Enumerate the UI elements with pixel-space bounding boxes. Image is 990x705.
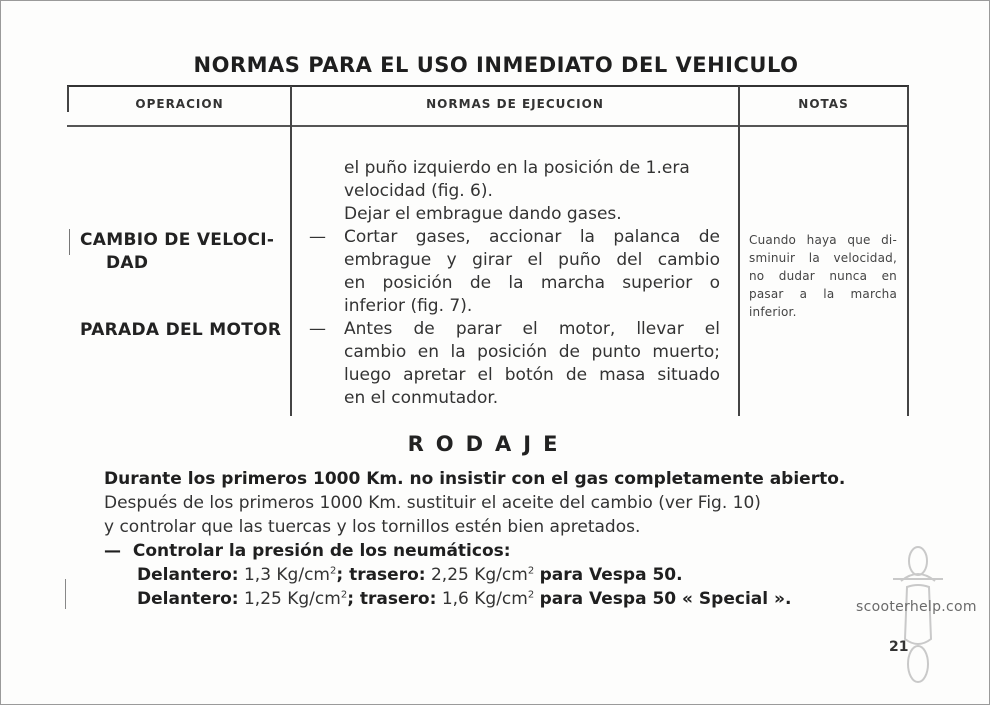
normas-line: Dejar el embrague dando gases. xyxy=(344,204,622,224)
operation-parada: PARADA DEL MOTOR xyxy=(80,320,282,340)
normas-line: en posición de la marcha superior o xyxy=(344,273,720,293)
table-header-rule xyxy=(67,125,909,127)
header-operacion: OPERACION xyxy=(135,97,224,111)
watermark-text: scooterhelp.com xyxy=(856,599,977,615)
margin-mark xyxy=(69,229,70,255)
table-divider-2 xyxy=(738,86,740,416)
header-normas: NORMAS DE EJECUCION xyxy=(426,97,604,111)
page-number: 21 xyxy=(889,639,909,655)
normas-text xyxy=(309,157,720,410)
pressure-row-vespa-50-special: Delantero: 1,25 $Kg/cm^2$; trasero: 1,6 $Kg/cm^2$ para Vespa 50 « Special ». xyxy=(137,589,792,609)
operation-cambio-line2: DAD xyxy=(106,253,149,273)
notes-line: inferior. xyxy=(749,305,797,319)
pressure-row-vespa-50: Delantero: 1,3 $Kg/cm^2$; trasero: 2,25 $Kg/cm^2$ para Vespa 50. xyxy=(137,565,683,585)
margin-mark-bottom xyxy=(65,579,66,609)
table-right-border xyxy=(907,86,909,416)
normas-line: embrague y girar el puño del cambio xyxy=(344,250,720,270)
rodaje-line-1: Durante los primeros 1000 Km. no insistir con el gas completamente abierto. xyxy=(104,469,846,489)
rodaje-line-2: Después de los primeros 1000 Km. sustituir el aceite del cambio (ver Fig. 10) xyxy=(104,493,761,513)
notes-line: pasar a la marcha xyxy=(749,287,897,301)
header-notas: NOTAS xyxy=(798,97,849,111)
page-title: NORMAS PARA EL USO INMEDIATO DEL VEHICULO xyxy=(193,53,799,77)
normas-line: inferior (fig. 7). xyxy=(344,296,473,316)
operation-cambio xyxy=(80,229,274,275)
normas-line: — Cortar gases, accionar la palanca de xyxy=(309,227,720,247)
rodaje-line-4: — Controlar la presión de los neumáticos: xyxy=(104,541,511,561)
normas-line: luego apretar el botón de masa situado xyxy=(344,365,720,385)
normas-line: — Antes de parar el motor, llevar el xyxy=(309,319,720,339)
notes-line: sminuir la velocidad, xyxy=(749,251,897,265)
rodaje-body xyxy=(104,467,845,611)
table-divider-1 xyxy=(290,86,292,416)
operation-cambio-line1: CAMBIO DE VELOCI- xyxy=(80,230,275,250)
table-top-rule xyxy=(67,85,909,87)
notes-line: no dudar nunca en xyxy=(749,269,897,283)
normas-line: en el conmutador. xyxy=(344,388,499,408)
notes-line: Cuando haya que di- xyxy=(749,233,897,247)
normas-line: cambio en la posición de punto muerto; xyxy=(344,342,720,362)
notes-text xyxy=(749,231,897,321)
rodaje-heading: RODAJE xyxy=(407,432,570,456)
rodaje-line-3: y controlar que las tuercas y los tornillos estén bien apretados. xyxy=(104,517,641,537)
normas-line: el puño izquierdo en la posición de 1.era xyxy=(344,158,690,178)
normas-line: velocidad (fig. 6). xyxy=(344,181,493,201)
